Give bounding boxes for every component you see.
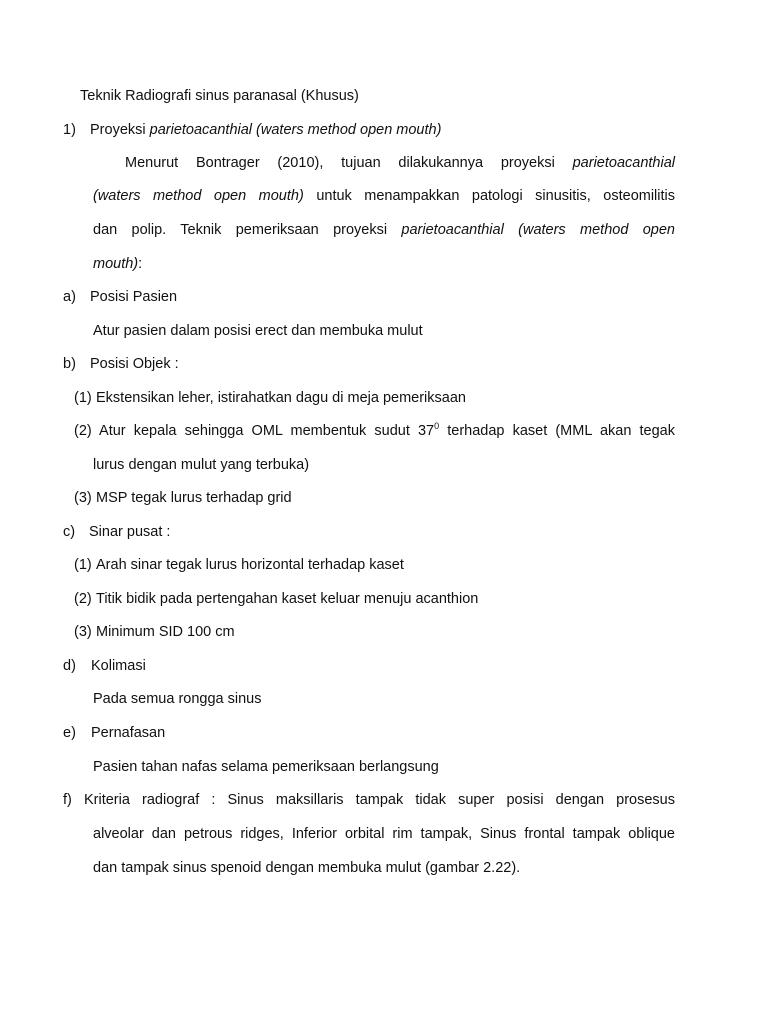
- intro-italic-2: (waters method open mouth): [93, 188, 304, 204]
- item-c-heading: [63, 523, 170, 541]
- item-a-label: Posisi Pasien: [90, 289, 178, 305]
- item-b-label: Posisi Objek :: [90, 356, 179, 372]
- degree-superscript: 0: [434, 421, 440, 431]
- item-b-2-angle: [99, 423, 439, 439]
- item-a-body: Atur pasien dalam posisi erect dan membuka mulut: [93, 323, 423, 339]
- item-a-marker: a): [63, 289, 76, 305]
- item-d-heading: [63, 657, 146, 675]
- item-b-3-text: MSP tegak lurus terhadap grid: [96, 490, 292, 506]
- item-c-1-text: Arah sinar tegak lurus horizontal terhadap kaset: [96, 557, 404, 573]
- item-d-body: Pada semua rongga sinus: [93, 691, 262, 707]
- item-e-marker: e): [63, 725, 76, 741]
- item-c-3-text: Minimum SID 100 cm: [96, 624, 235, 640]
- item-b-2: [74, 422, 675, 440]
- doc-title: Teknik Radiografi sinus paranasal (Khusus): [80, 88, 359, 104]
- item-c-1-marker: (1): [74, 557, 92, 573]
- item-c-1: [74, 556, 404, 574]
- item-e-body: Pasien tahan nafas selama pemeriksaan berlangsung: [93, 759, 439, 775]
- item-d-label: Kolimasi: [91, 658, 146, 674]
- item-c-2: [74, 590, 478, 608]
- item-b-2-continued: lurus dengan mulut yang terbuka): [93, 457, 310, 473]
- item-d-marker: d): [63, 658, 76, 674]
- item-f-line-1: f) Kriteria radiograf : Sinus maksillaris tampak tidak super posisi dengan prosesus: [63, 792, 675, 808]
- item-e-label: Pernafasan: [91, 725, 166, 741]
- intro-text-3: dan polip. Teknik pemeriksaan proyeksi: [93, 222, 388, 238]
- item-c-marker: c): [63, 524, 76, 540]
- item-b-2-text-pre: Atur kepala sehingga OML membentuk sudut 37: [99, 423, 435, 439]
- item-c-2-text: Titik bidik pada pertengahan kaset keluar menuju acanthion: [96, 591, 479, 607]
- item-b-heading: [63, 355, 179, 373]
- intro-line-3: [93, 221, 675, 239]
- item-e-heading: [63, 724, 165, 742]
- item-b-3-marker: (3): [74, 490, 92, 506]
- item-f-line-2: alveolar dan petrous ridges, Inferior orbital rim tampak, Sinus frontal tampak oblique: [93, 826, 675, 842]
- intro-text-1: Menurut Bontrager (2010), tujuan dilakukannya proyeksi: [125, 155, 555, 171]
- item-c-2-marker: (2): [74, 591, 92, 607]
- section-1-projection: parietoacanthial (waters method open mouth): [149, 122, 442, 138]
- intro-italic-3: parietoacanthial (waters method open: [401, 222, 675, 238]
- item-b-1: [74, 389, 466, 407]
- intro-italic-4: mouth): [93, 256, 139, 272]
- intro-line-1: [125, 154, 675, 172]
- item-c-3-marker: (3): [74, 624, 92, 640]
- item-b-2-text-post: terhadap kaset (MML akan tegak: [447, 423, 675, 439]
- item-f-line-3: dan tampak sinus spenoid dengan membuka mulut (gambar 2.22).: [93, 860, 521, 876]
- section-1-marker: 1): [63, 122, 76, 138]
- intro-text-2: untuk menampakkan patologi sinusitis, osteomilitis: [316, 188, 676, 204]
- intro-colon: :: [138, 256, 143, 272]
- item-b-1-marker: (1): [74, 390, 92, 406]
- item-b-1-text: Ekstensikan leher, istirahatkan dagu di meja pemeriksaan: [96, 390, 466, 406]
- intro-italic-1: parietoacanthial: [572, 155, 675, 171]
- item-a-heading: [63, 288, 177, 306]
- section-1-heading: [63, 121, 441, 139]
- section-1-label: Proyeksi: [90, 122, 146, 138]
- item-b-3: [74, 489, 292, 507]
- intro-line-4: [93, 255, 142, 273]
- item-b-2-marker: (2): [74, 423, 92, 439]
- intro-line-2: [93, 187, 675, 205]
- item-c-3: [74, 623, 235, 641]
- item-b-marker: b): [63, 356, 76, 372]
- item-c-label: Sinar pusat :: [89, 524, 171, 540]
